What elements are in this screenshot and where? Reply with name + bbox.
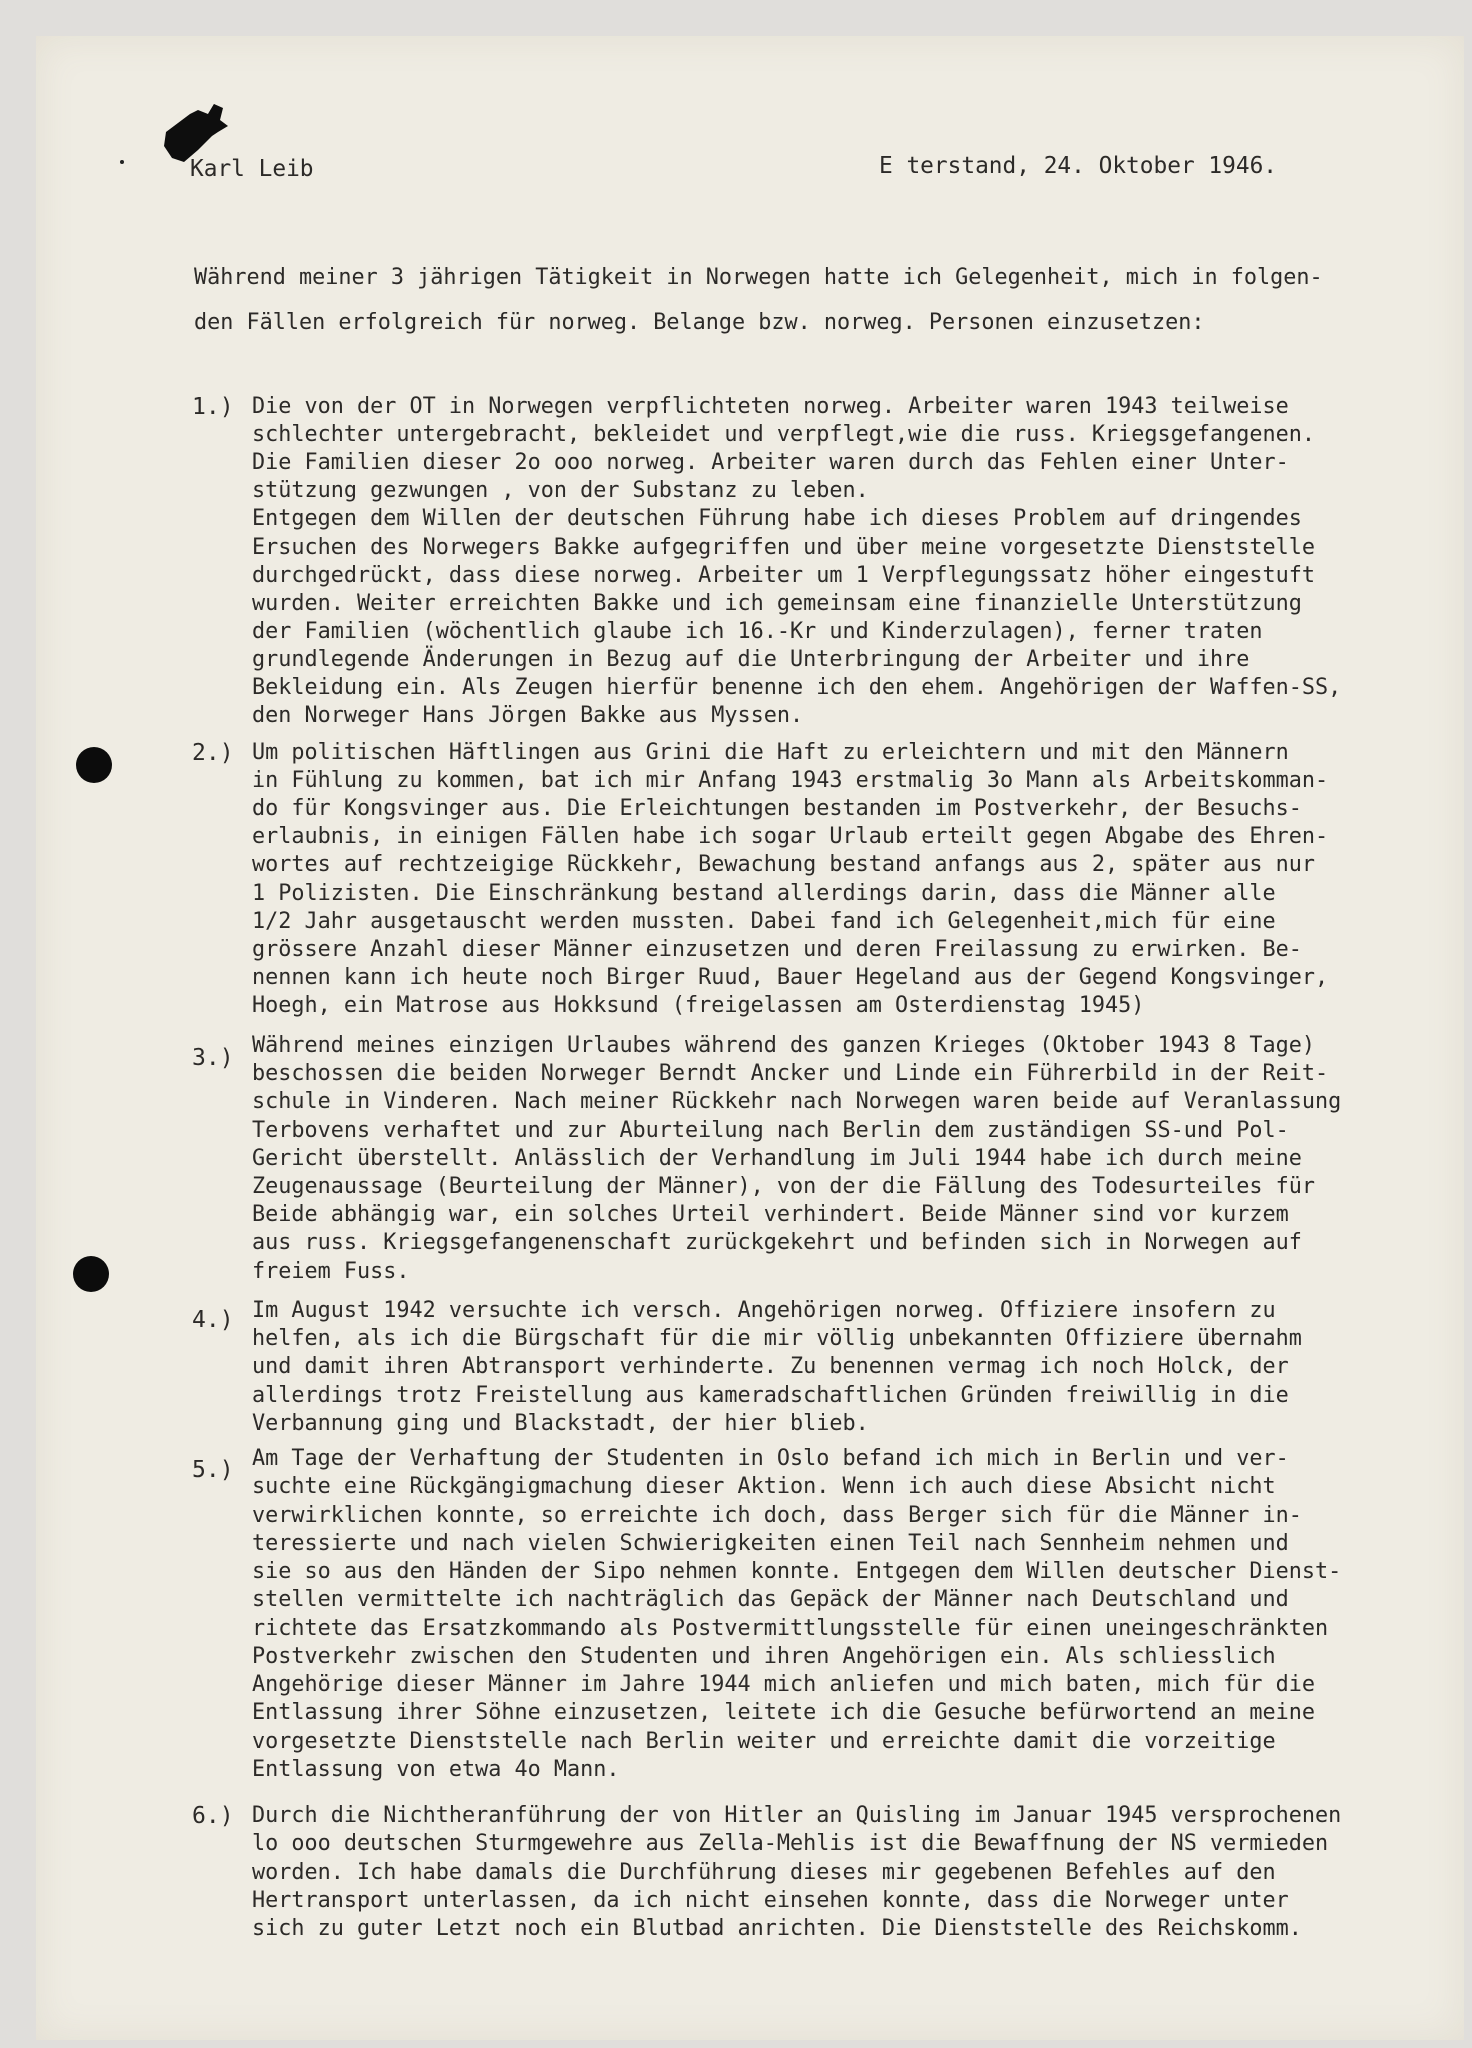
text-line: Zeugenaussage (Beurteilung der Männer), von der die Fällung des Todesurteiles für bbox=[252, 1174, 1315, 1199]
text-line: der Familien (wöchentlich glaube ich 16.-Kr und Kinderzulagen), ferner traten bbox=[252, 619, 1263, 644]
text-line: Ersuchen des Norwegers Bakke aufgegriffen und über meine vorgesetzte Dienststelle bbox=[252, 535, 1315, 560]
text-line: 1/2 Jahr ausgetauscht werden mussten. Dabei fand ich Gelegenheit,mich für eine bbox=[252, 909, 1276, 934]
text-line: schule in Vinderen. Nach meiner Rückkehr nach Norwegen waren beide auf Veranlassung bbox=[252, 1089, 1342, 1114]
text-line: teressierte und nach vielen Schwierigkeiten einen Teil nach Sennheim nehmen und bbox=[252, 1531, 1289, 1556]
section-number: 2.) bbox=[192, 740, 234, 766]
text-line: lo ooo deutschen Sturmgewehre aus Zella-Mehlis ist die Bewaffnung der NS vermieden bbox=[252, 1831, 1329, 1856]
text-line: sie so aus den Händen der Sipo nehmen konnte. Entgegen dem Willen deutscher Dienst- bbox=[252, 1559, 1342, 1584]
text-line: vorgesetzte Dienststelle nach Berlin weiter und erreichte damit die vorzeitige bbox=[252, 1729, 1276, 1754]
text-line: den Norweger Hans Jörgen Bakke aus Myssen. bbox=[252, 703, 804, 728]
text-line: Beide abhängig war, ein solches Urteil verhindert. Beide Männer sind vor kurzem bbox=[252, 1202, 1289, 1227]
text-line: Hoegh, ein Matrose aus Hokksund (freigelassen am Osterdienstag 1945) bbox=[252, 993, 1145, 1018]
text-line: stellen vermittelte ich nachträglich das Gepäck der Männer nach Deutschland und bbox=[252, 1587, 1289, 1612]
text-line: Die von der OT in Norwegen verpflichteten norweg. Arbeiter waren 1943 teilweise bbox=[252, 394, 1289, 419]
text-line: richtete das Ersatzkommando als Postvermittlungsstelle für einen uneingeschränkten bbox=[252, 1616, 1329, 1641]
section-number: 1.) bbox=[192, 394, 234, 420]
text-line: wortes auf rechtzeigige Rückkehr, Bewachung bestand anfangs aus 2, später aus nur bbox=[252, 852, 1315, 877]
document-page bbox=[36, 36, 1464, 2040]
text-line: Im August 1942 versuchte ich versch. Angehörigen norweg. Offiziere insofern zu bbox=[252, 1298, 1276, 1323]
text-line: schlechter untergebracht, bekleidet und verpflegt,wie die russ. Kriegsgefangenen. bbox=[252, 422, 1315, 447]
text-line: Verbannung ging und Blackstadt, der hier blieb. bbox=[252, 1411, 869, 1436]
text-line: Durch die Nichtheranführung der von Hitler an Quisling im Januar 1945 versprochenen bbox=[252, 1803, 1342, 1828]
section-number: 5.) bbox=[192, 1457, 234, 1483]
text-line: do für Kongsvinger aus. Die Erleichtungen bestanden im Postverkehr, der Besuchs- bbox=[252, 796, 1302, 821]
text-line: 1 Polizisten. Die Einschränkung bestand allerdings darin, dass die Männer alle bbox=[252, 881, 1276, 906]
text-line: Entlassung ihrer Söhne einzusetzen, leitete ich die Gesuche befürwortend an meine bbox=[252, 1700, 1315, 1725]
text-line: Die Familien dieser 2o ooo norweg. Arbeiter waren durch das Fehlen einer Unter- bbox=[252, 450, 1289, 475]
text-line: den Fällen erfolgreich für norweg. Belange bzw. norweg. Personen einzusetzen: bbox=[194, 310, 1205, 335]
text-line: Bekleidung ein. Als Zeugen hierfür benenne ich den ehem. Angehörigen der Waffen-SS, bbox=[252, 675, 1342, 700]
text-line: Entgegen dem Willen der deutschen Führung habe ich dieses Problem auf dringendes bbox=[252, 506, 1302, 531]
text-line: wurden. Weiter erreichten Bakke und ich gemeinsam eine finanzielle Unterstützung bbox=[252, 591, 1302, 616]
text-line: in Fühlung zu kommen, bat ich mir Anfang 1943 erstmalig 3o Mann als Arbeitskomman- bbox=[252, 768, 1329, 793]
text-line: sich zu guter Letzt noch ein Blutbad anrichten. Die Dienststelle des Reichskomm. bbox=[252, 1916, 1302, 1941]
text-line: worden. Ich habe damals die Durchführung dieses mir gegebenen Befehles auf den bbox=[252, 1860, 1276, 1885]
text-line: nennen kann ich heute noch Birger Ruud, Bauer Hegeland aus der Gegend Kongsvinger, bbox=[252, 965, 1329, 990]
punch-hole-top bbox=[76, 747, 112, 783]
place-date: E terstand, 24. Oktober 1946. bbox=[879, 153, 1278, 179]
text-line: stützung gezwungen , von der Substanz zu leben. bbox=[252, 478, 869, 503]
text-line: Während meiner 3 jährigen Tätigkeit in Norwegen hatte ich Gelegenheit, mich in folgen- bbox=[194, 265, 1323, 290]
section-number: 6.) bbox=[192, 1803, 234, 1829]
sender-name: Karl Leib bbox=[190, 156, 314, 182]
text-line: verwirklichen konnte, so erreichte ich doch, dass Berger sich für die Männer in- bbox=[252, 1503, 1302, 1528]
section-number: 4.) bbox=[192, 1307, 234, 1333]
section-number: 3.) bbox=[192, 1045, 234, 1071]
text-line: Terbovens verhaftet und zur Aburteilung nach Berlin dem zuständigen SS-und Pol- bbox=[252, 1118, 1289, 1143]
text-line: beschossen die beiden Norweger Berndt Ancker und Linde ein Führerbild in der Reit- bbox=[252, 1061, 1329, 1086]
text-line: Am Tage der Verhaftung der Studenten in Oslo befand ich mich in Berlin und ver- bbox=[252, 1446, 1289, 1471]
text-line: Hertransport unterlassen, da ich nicht einsehen konnte, dass die Norweger unter bbox=[252, 1888, 1289, 1913]
text-line: allerdings trotz Freistellung aus kameradschaftlichen Gründen freiwillig in die bbox=[252, 1383, 1289, 1408]
ink-dot bbox=[120, 160, 124, 164]
text-line: und damit ihren Abtransport verhinderte. Zu benennen vermag ich noch Holck, der bbox=[252, 1354, 1289, 1379]
text-line: durchgedrückt, dass diese norweg. Arbeiter um 1 Verpflegungssatz höher eingestuft bbox=[252, 563, 1315, 588]
text-line: aus russ. Kriegsgefangenenschaft zurückgekehrt und befinden sich in Norwegen auf bbox=[252, 1230, 1302, 1255]
text-line: Um politischen Häftlingen aus Grini die Haft zu erleichtern und mit den Männern bbox=[252, 740, 1289, 765]
text-line: Während meines einzigen Urlaubes während des ganzen Krieges (Oktober 1943 8 Tage) bbox=[252, 1033, 1315, 1058]
text-line: helfen, als ich die Bürgschaft für die mir völlig unbekannten Offiziere übernahm bbox=[252, 1326, 1302, 1351]
text-line: Entlassung von etwa 4o Mann. bbox=[252, 1757, 620, 1782]
text-line: erlaubnis, in einigen Fällen habe ich sogar Urlaub erteilt gegen Abgabe des Ehren- bbox=[252, 824, 1329, 849]
text-line: suchte eine Rückgängigmachung dieser Aktion. Wenn ich auch diese Absicht nicht bbox=[252, 1474, 1276, 1499]
text-line: Postverkehr zwischen den Studenten und ihren Angehörigen ein. Als schliesslich bbox=[252, 1644, 1276, 1669]
text-line: freiem Fuss. bbox=[252, 1259, 410, 1284]
punch-hole-bottom bbox=[73, 1256, 109, 1292]
text-line: Angehörige dieser Männer im Jahre 1944 mich anliefen und mich baten, mich für die bbox=[252, 1672, 1315, 1697]
text-line: Gericht überstellt. Anlässlich der Verhandlung im Juli 1944 habe ich durch meine bbox=[252, 1146, 1302, 1171]
text-line: grundlegende Änderungen in Bezug auf die Unterbringung der Arbeiter und ihre bbox=[252, 647, 1250, 672]
text-line: grössere Anzahl dieser Männer einzusetzen und deren Freilassung zu erwirken. Be- bbox=[252, 937, 1302, 962]
